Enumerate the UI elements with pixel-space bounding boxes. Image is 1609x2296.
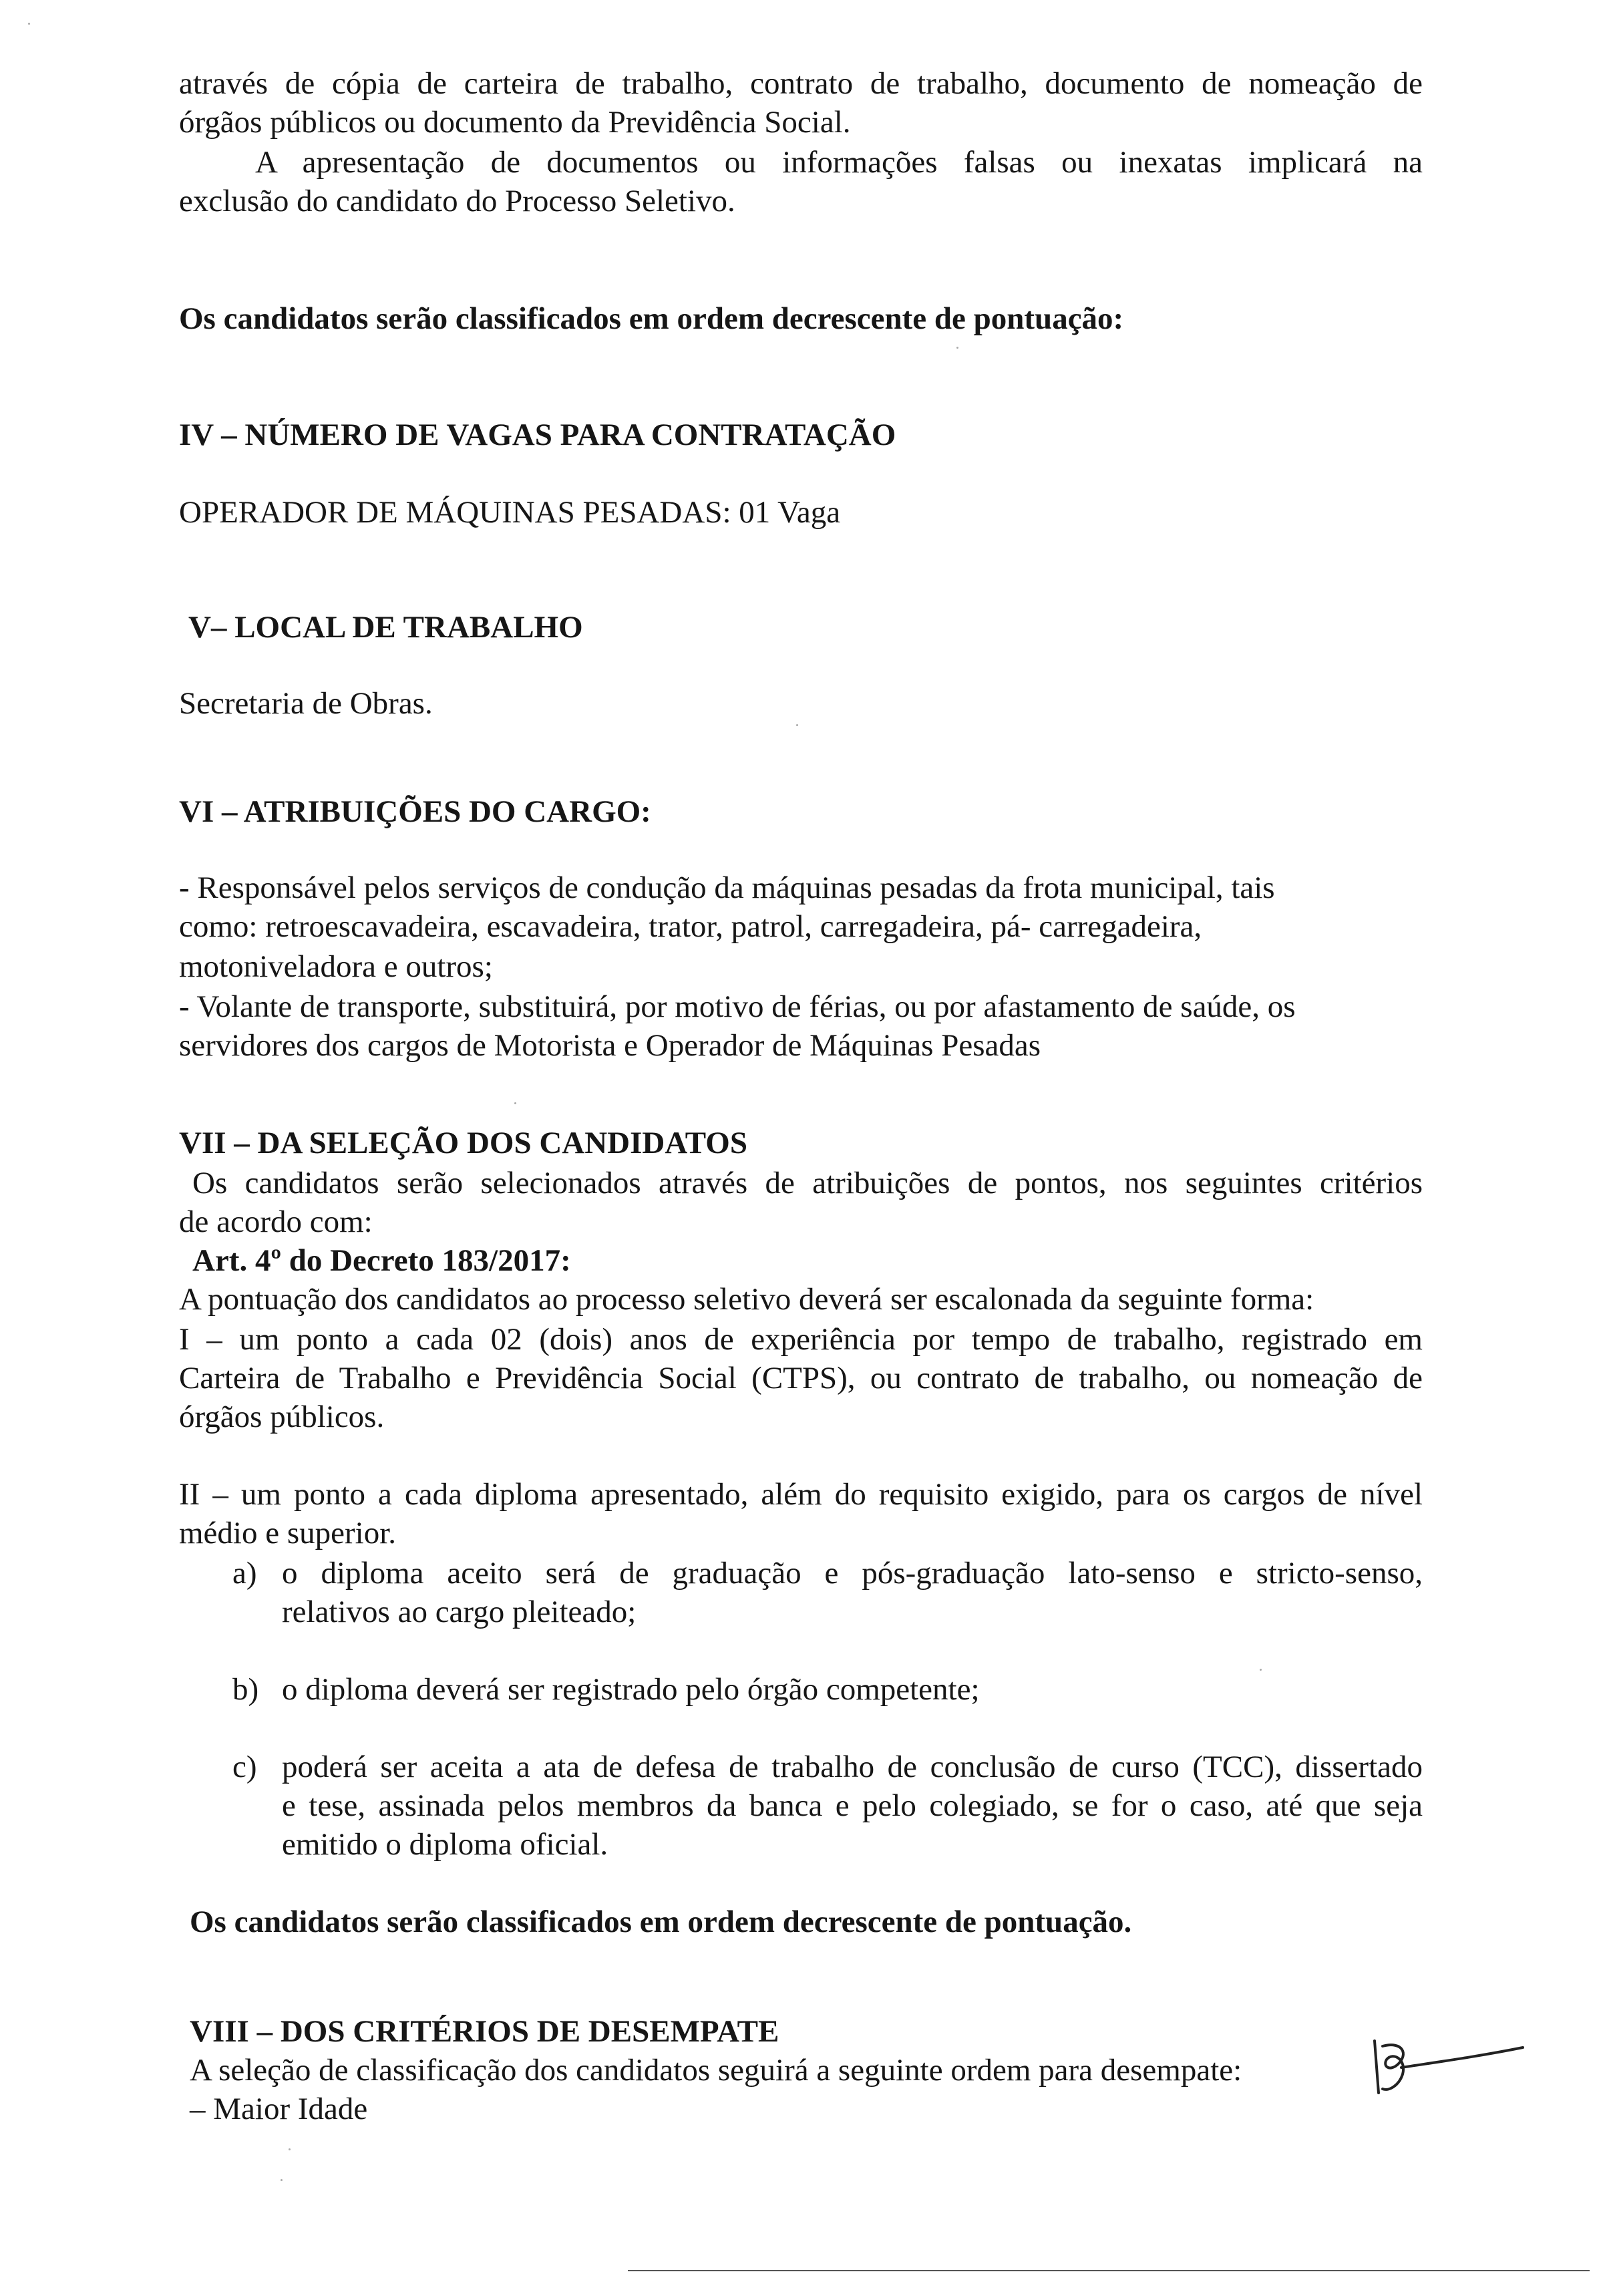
- sub-item-b-line-1: o diploma deverá ser registrado pelo órgão competente;: [282, 1672, 980, 1707]
- item-ii-line-1: II – um ponto a cada diploma apresentado, além do requisito exigido, para os cargos de nível: [179, 1477, 1423, 1512]
- decree-article: Art. 4º do Decreto 183/2017:: [192, 1243, 571, 1278]
- section-iv-body: OPERADOR DE MÁQUINAS PESADAS: 01 Vaga: [179, 495, 841, 530]
- sub-item-c-line-1: poderá ser aceita a ata de defesa de trabalho de conclusão de curso (TCC), dissertado: [282, 1750, 1423, 1784]
- section-viii-line-2: – Maior Idade: [190, 2092, 368, 2126]
- sub-item-c-label: c): [232, 1750, 257, 1784]
- scan-speck: [289, 2148, 291, 2150]
- footer-rule: [628, 2270, 1590, 2271]
- section-vi-line-1: - Responsável pelos serviços de condução da máquinas pesadas da frota municipal, tais: [179, 870, 1275, 905]
- section-viii-line-1: A seleção de classificação dos candidatos seguirá a seguinte ordem para desempate:: [190, 2053, 1242, 2088]
- intro-line-1: através de cópia de carteira de trabalho, contrato de trabalho, documento de nomeação de: [179, 66, 1423, 101]
- sub-item-a-line-1: o diploma aceito será de graduação e pós-graduação lato-senso e stricto-senso,: [282, 1556, 1423, 1591]
- classification-note-2: Os candidatos serão classificados em ordem decrescente de pontuação.: [190, 1905, 1132, 1939]
- section-vi-heading: VI – ATRIBUIÇÕES DO CARGO:: [179, 794, 651, 829]
- signature-initials: [1363, 2027, 1530, 2101]
- item-i-line-3: órgãos públicos.: [179, 1400, 385, 1434]
- sub-item-a-label: a): [232, 1556, 257, 1591]
- item-i-line-2: Carteira de Trabalho e Previdência Social (CTPS), ou contrato de trabalho, ou nomeação de: [179, 1361, 1423, 1396]
- section-vii-heading: VII – DA SELEÇÃO DOS CANDIDATOS: [179, 1126, 747, 1160]
- section-vi-line-5: servidores dos cargos de Motorista e Operador de Máquinas Pesadas: [179, 1028, 1041, 1063]
- intro-line-3: A apresentação de documentos ou informações falsas ou inexatas implicará na: [255, 145, 1423, 180]
- section-vii-line-3: A pontuação dos candidatos ao processo seletivo deverá ser escalonada da seguinte forma:: [179, 1282, 1314, 1317]
- sub-item-c-line-2: e tese, assinada pelos membros da banca e pelo colegiado, se for o caso, até que seja: [282, 1788, 1423, 1823]
- intro-line-2: órgãos públicos ou documento da Previdência Social.: [179, 105, 851, 140]
- item-ii-line-2: médio e superior.: [179, 1516, 397, 1550]
- scan-speck: [796, 724, 798, 726]
- classification-note-1: Os candidatos serão classificados em ordem decrescente de pontuação:: [179, 301, 1124, 336]
- section-vi-line-3: motoniveladora e outros;: [179, 949, 493, 984]
- scan-speck: [514, 1102, 516, 1104]
- scan-speck: [28, 23, 30, 25]
- section-iv-heading: IV – NÚMERO DE VAGAS PARA CONTRATAÇÃO: [179, 418, 896, 452]
- section-viii-heading: VIII – DOS CRITÉRIOS DE DESEMPATE: [190, 2014, 779, 2049]
- section-v-heading: V– LOCAL DE TRABALHO: [188, 610, 583, 645]
- section-vii-line-2: de acordo com:: [179, 1204, 373, 1239]
- scan-speck: [1260, 1669, 1262, 1671]
- scan-speck: [281, 2179, 283, 2181]
- section-vi-line-4: - Volante de transporte, substituirá, por motivo de férias, ou por afastamento de saúde, os: [179, 989, 1296, 1024]
- section-vi-line-2: como: retroescavadeira, escavadeira, trator, patrol, carregadeira, pá- carregadeira,: [179, 909, 1202, 944]
- item-i-line-1: I – um ponto a cada 02 (dois) anos de experiência por tempo de trabalho, registrado em: [179, 1322, 1423, 1357]
- sub-item-b-label: b): [232, 1672, 259, 1707]
- section-vii-line-1: Os candidatos serão selecionados através de atribuições de pontos, nos seguintes critérios: [192, 1166, 1423, 1200]
- intro-line-4: exclusão do candidato do Processo Seletivo.: [179, 184, 735, 218]
- sub-item-a-line-2: relativos ao cargo pleiteado;: [282, 1595, 637, 1629]
- scan-speck: [956, 347, 958, 349]
- section-v-body: Secretaria de Obras.: [179, 686, 433, 721]
- sub-item-c-line-3: emitido o diploma oficial.: [282, 1827, 608, 1862]
